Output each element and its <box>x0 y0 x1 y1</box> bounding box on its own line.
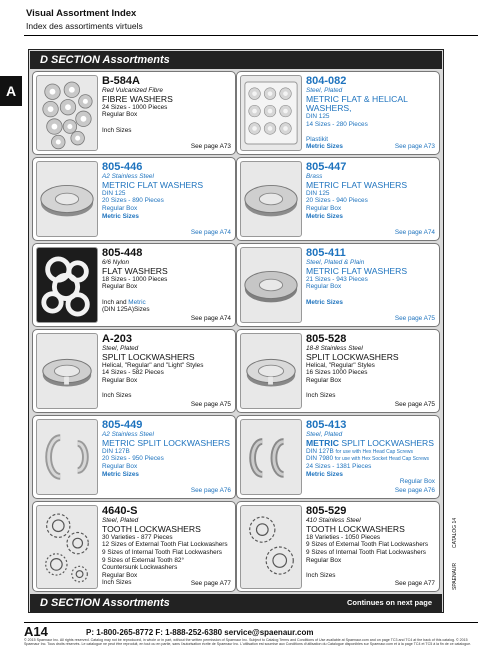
detail-line: 9 Sizes of External Tooth 82° <box>102 556 185 564</box>
detail-line: 14 Sizes - 280 Pieces <box>306 120 368 128</box>
detail-line: Regular Box <box>306 376 342 384</box>
part-number: 805-448 <box>102 247 143 259</box>
section-band-bottom <box>30 594 442 612</box>
product-title: TOOTH LOCKWASHERS <box>102 523 201 534</box>
split-lockwasher-image <box>36 333 98 409</box>
card-805-447[interactable] <box>236 157 440 241</box>
detail-line: 16 Sizes 1000 Pieces <box>306 369 368 377</box>
stainless-split-lockwasher-image <box>240 333 302 409</box>
part-number: 805-411 <box>306 247 346 259</box>
card-805-449[interactable] <box>32 415 236 499</box>
see-page-link[interactable]: See page A75 <box>190 401 231 409</box>
detail-line: DIN 125 <box>306 189 330 197</box>
card-805-448[interactable] <box>32 243 236 327</box>
detail-line: Inch Sizes <box>306 392 336 400</box>
detail-line: 21 Sizes - 943 Pieces <box>306 275 368 283</box>
size-type: Metric Sizes <box>102 470 139 478</box>
part-number: 805-449 <box>102 419 143 431</box>
continues-next-page[interactable]: Continues on next page <box>346 598 432 607</box>
see-page-link[interactable]: See page A74 <box>394 229 435 237</box>
title-metric: METRIC <box>306 437 339 448</box>
material: Steel, Plated <box>306 87 343 94</box>
see-page-link[interactable]: See page A74 <box>190 315 231 323</box>
part-number: 805-528 <box>306 333 347 345</box>
size-type: Metric Sizes <box>306 143 343 151</box>
part-number: 805-529 <box>306 505 347 517</box>
footer-rule <box>24 622 478 623</box>
material: A2 Stainless Steel <box>102 173 154 180</box>
see-page-link[interactable]: See page A76 <box>394 487 435 495</box>
material: Steel, Plated <box>306 431 343 438</box>
detail-line <box>102 385 231 393</box>
detail-line: Regular Box <box>306 283 342 291</box>
detail-line <box>306 455 435 463</box>
detail-line: Regular Box <box>306 556 342 564</box>
material: Red Vulcanized Fibre <box>102 87 163 94</box>
detail-line <box>306 128 435 136</box>
nylon-washers-image <box>36 247 98 323</box>
size-type <box>102 299 231 307</box>
detail-line: Helical, "Regular" Styles <box>306 361 375 369</box>
card-805-529[interactable] <box>236 501 440 592</box>
flat-helical-washers-image <box>240 75 302 151</box>
product-title: FIBRE WASHERS <box>102 93 173 104</box>
product-title: METRIC FLAT WASHERS <box>102 179 204 190</box>
card-804-082[interactable] <box>236 71 440 155</box>
material: Steel, Plated <box>102 345 139 352</box>
material: 18-8 Stainless Steel <box>306 345 363 352</box>
section-band-title: D SECTION Assortments <box>40 597 170 609</box>
header-subtitle: Index des assortiments virtuels <box>26 21 143 31</box>
metric-flat-washer-image <box>36 161 98 237</box>
detail-line: Inch Sizes <box>306 571 336 579</box>
product-title: METRIC FLAT WASHERS <box>306 265 408 276</box>
material: 6/6 Nylon <box>102 259 129 266</box>
detail-line: Regular Box <box>102 462 138 470</box>
product-title: METRIC SPLIT LOCKWASHERS <box>102 437 230 448</box>
see-page-link[interactable]: See page A76 <box>190 487 231 495</box>
size-type: Metric Sizes <box>306 212 343 220</box>
din-note: (DIN 125A)Sizes <box>102 306 150 314</box>
header-title: Visual Assortment Index <box>26 8 137 19</box>
plated-split-lockwashers-image <box>240 419 302 495</box>
size-type-inch: Inch and <box>102 298 129 306</box>
see-page-link[interactable]: See page A75 <box>394 401 435 409</box>
size-type: Metric Sizes <box>306 298 343 306</box>
see-page-link[interactable]: See page A77 <box>190 580 231 588</box>
see-page-link[interactable]: See page A73 <box>190 143 231 151</box>
size-type: Metric Sizes <box>306 470 343 478</box>
product-title: METRIC FLAT WASHERS <box>306 179 408 190</box>
detail-line: Inch Sizes <box>102 392 132 400</box>
box-type: Regular Box <box>399 478 435 486</box>
section-tab: A <box>0 76 22 106</box>
title-rest: SPLIT LOCKWASHERS <box>338 437 434 448</box>
detail-line: 12 Sizes of External Tooth Flat Lockwashers <box>102 541 228 549</box>
card-a-203[interactable] <box>32 329 236 413</box>
product-title: SPLIT LOCKWASHERS <box>306 351 399 362</box>
metric-split-lockwashers-image <box>36 419 98 495</box>
detail-line: 14 Sizes - 582 Pieces <box>102 369 164 377</box>
detail-line: Plastikit <box>306 135 329 143</box>
detail-line: 18 Sizes - 1000 Pieces <box>102 275 168 283</box>
detail-line: Inch Sizes <box>102 579 132 587</box>
part-number: 804-082 <box>306 75 347 87</box>
detail-line: Inch Sizes <box>102 126 132 134</box>
part-number: 4640-S <box>102 505 138 517</box>
product-title: TOOTH LOCKWASHERS <box>306 523 405 534</box>
card-805-413[interactable] <box>236 415 440 499</box>
detail-line: Countersunk Lockwashers <box>102 564 178 572</box>
product-title: FLAT WASHERS <box>102 265 168 276</box>
detail-line <box>306 291 435 299</box>
product-title <box>306 439 435 448</box>
detail-line: DIN 125 <box>306 113 330 120</box>
detail-line <box>306 564 435 572</box>
section-band-top <box>30 51 442 69</box>
detail-line: Regular Box <box>102 283 138 291</box>
size-type: Metric Sizes <box>102 212 139 220</box>
page-number: A14 <box>24 624 48 639</box>
brass-flat-washer-image <box>240 161 302 237</box>
card-805-411[interactable] <box>236 243 440 327</box>
din-code: DIN 127B <box>306 447 334 455</box>
detail-line <box>102 291 231 299</box>
detail-line: 20 Sizes - 890 Pieces <box>102 197 164 205</box>
detail-line <box>306 385 435 393</box>
detail-line: 24 Sizes - 1381 Pieces <box>306 462 372 470</box>
see-page-link[interactable]: See page A75 <box>394 315 435 323</box>
din-code: DIN 7980 <box>306 455 333 463</box>
detail-line: DIN 127B <box>102 447 130 455</box>
section-band-title: D SECTION Assortments <box>40 54 170 66</box>
product-title: SPLIT LOCKWASHERS <box>102 351 195 362</box>
size-type-metric: Metric <box>128 298 146 306</box>
detail-line <box>306 448 435 456</box>
part-number: 805-446 <box>102 161 143 173</box>
steel-flat-washer-image <box>240 247 302 323</box>
detail-line: 18 Varieties - 1050 Pieces <box>306 533 381 541</box>
material: Steel, Plated <box>102 517 139 524</box>
detail-line: Regular Box <box>102 376 138 384</box>
detail-line: 24 Sizes - 1000 Pieces <box>102 103 168 111</box>
din-note: for use with Hex Socket Head Cap Screws <box>334 456 429 463</box>
detail-line: 20 Sizes - 950 Pieces <box>102 455 164 463</box>
see-page-link[interactable]: See page A73 <box>394 143 435 151</box>
detail-line: 30 Varieties - 877 Pieces <box>102 533 173 541</box>
card-805-528[interactable] <box>236 329 440 413</box>
part-number: 805-413 <box>306 419 347 431</box>
card-805-446[interactable] <box>32 157 236 241</box>
contact-line: P: 1-800-265-8772 F: 1-888-252-6380 service@spaenaur.com <box>86 628 314 637</box>
see-page-link[interactable]: See page A77 <box>394 580 435 588</box>
detail-line: Regular Box <box>102 571 138 579</box>
detail-line: Regular Box <box>102 111 138 119</box>
tooth-lockwashers-image <box>36 505 98 589</box>
card-4640-s[interactable] <box>32 501 236 592</box>
detail-line: Helical, "Regular" and "Light" Styles <box>102 361 204 369</box>
detail-line: DIN 125 <box>102 189 126 197</box>
part-number: 805-447 <box>306 161 347 173</box>
fibre-washers-image <box>36 75 98 151</box>
detail-line: Regular Box <box>102 204 138 212</box>
stainless-tooth-lockwashers-image <box>240 505 302 589</box>
material: Brass <box>306 173 323 180</box>
detail-line <box>102 119 231 127</box>
din-note: for use with Hex Head Cap Screws <box>335 448 414 455</box>
detail-line: 9 Sizes of Internal Tooth Flat Lockwashers <box>306 548 426 556</box>
detail-line: 20 Sizes - 940 Pieces <box>306 197 368 205</box>
part-number: A-203 <box>102 333 132 345</box>
product-title: METRIC FLAT & HELICAL WASHERS, <box>306 93 408 113</box>
material: 410 Stainless Steel <box>306 517 361 524</box>
material: A2 Stainless Steel <box>102 431 154 438</box>
legal-notice: © 2015 Spaenaur Inc. All rights reserved. Catalog may not be reproduced, in whole or in part, without the written permission of Spaenaur Inc. Subject to Catalog Terms and Conditions of Use available at Spaenaur.com and on page TC3 and TC4 at the back of this catalog. © 2015 Spaenaur Inc. Tous droits réservés. Le catalogue ne peut être reproduit, en tout ou en partie, sans l'autorisation écrite de Spaenaur Inc. L'utilisation est soumise aux Conditions d'utilisation du Catalogue disponibles sur Spaenaur.com et à la page TC4 et TC5 à la fin de ce catalogue. <box>24 638 472 647</box>
detail-line: 9 Sizes of Internal Tooth Flat Lockwashers <box>102 548 222 556</box>
header-rule <box>24 35 478 36</box>
see-page-link[interactable]: See page A74 <box>190 229 231 237</box>
part-number: B-584A <box>102 75 140 87</box>
brand-label: SPAENAUR <box>452 562 458 590</box>
detail-line: 9 Sizes of External Tooth Flat Lockwashers <box>306 541 429 549</box>
detail-line: Regular Box <box>306 204 342 212</box>
card-b-584a[interactable] <box>32 71 236 155</box>
catalog-label: CATALOG 14 <box>452 517 458 548</box>
material: Steel, Plated & Plain <box>306 259 365 266</box>
